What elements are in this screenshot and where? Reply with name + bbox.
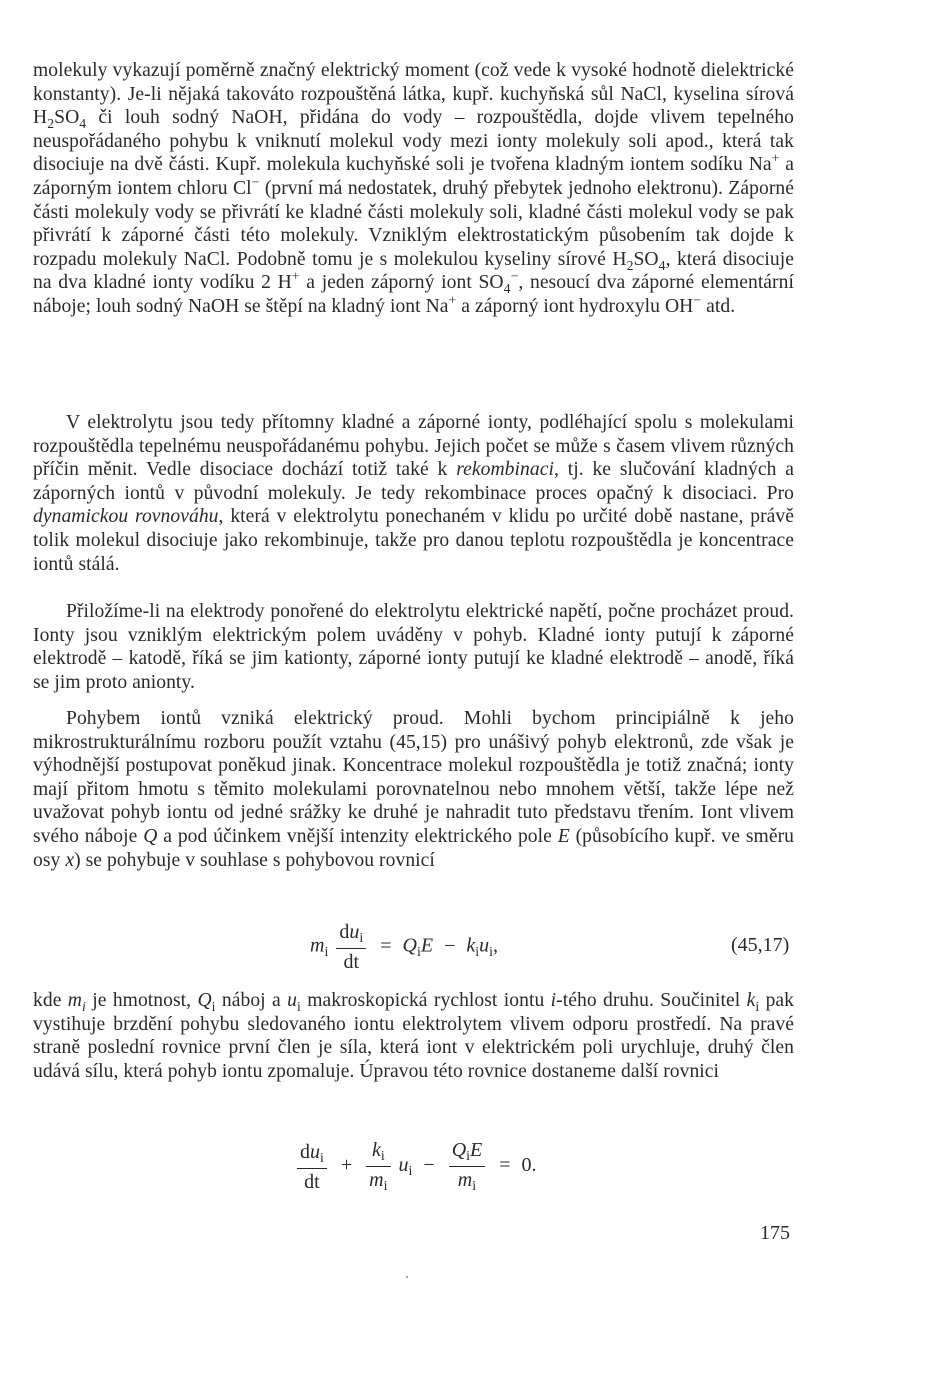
paragraph-recombination: V elektrolytu jsou tedy přítomny kladné a záporné ionty, podléhající spolu s molekulami rozpouštědla tepelnému neuspořádanému pohybu. Jejich počet se může s časem vlivem různých příčin měnit. Vedle disociace dochází totiž také k rekombinaci, tj. ke slučování kladných a záporných iontů v původní molekuly. Je tedy rekombinace proces opačný k disociaci. Pro dynamickou rovnováhu, která v elektrolytu ponechaném v klidu po určité době nastane, právě tolik molekul disociuje jako rekombinuje, takže pro danou teplotu rozpouštědla je koncentrace iontů stálá. <box>33 412 794 575</box>
paragraph-electrodes: Přiložíme-li na elektrody ponořené do elektrolytu elektrické napětí, počne procházet proud. Ionty jsou vzniklým elektrickým polem uváděny v pohyb. Kladné ionty putují k záporné elektrodě – katodě, říká se jim kationty, záporné ionty putují ke kladné elektrodě – anodě, říká se jim proto anionty. <box>33 601 794 693</box>
fraction-du-dt: $\frac{du_i}{dt}$ <box>336 920 366 974</box>
equation-number: (45,17) <box>731 934 790 956</box>
equation-derived: $\frac{du_i}{dt}$ + $\frac{k_i}{m_i}$ $u_i$ − $\frac{Q_iE}{m_i}$ = 0. <box>294 1138 537 1195</box>
paragraph-ion-motion: Pohybem iontů vzniká elektrický proud. Mohli bychom principiálně k jeho mikrostrukturálnímu rozboru použít vztahu (45,15) pro unášivý pohyb elektronů, zde však je výhodnější postupovat poněkud jinak. Koncentrace molekul rozpouštědla je totiž značná; ionty mají přitom hmotu s těmito molekulami porovnatelnou nebo mnohem větší, takže lépe než uvažovat pohyb iontu od jedné srážky ke druhé je nahradit tuto představu třením. Iont vlivem svého náboje Q a pod účinkem vnější intenzity elektrického pole E (působícího kupř. ve směru osy x) se pohybuje v souhlase s pohybovou rovnicí <box>33 708 795 871</box>
print-speck <box>406 1276 408 1278</box>
page-number: 175 <box>760 1222 790 1244</box>
paragraph-equation-explanation: kde $m_i$ je hmotnost, $Q_i$ náboj a $u_i$ makroskopická rychlost iontu i-tého druhu. Součinitel $k_i$ pak vystihuje brzdění pohybu sledovaného iontu elektrolytem vlivem odporu prostředí. Na pravé straně poslední rovnice první člen je síla, která iont v elektrickém poli urychluje, druhý člen udává sílu, která pohyb iontu zpomaluje. Úpravou této rovnice dostaneme další rovnici <box>33 990 795 1082</box>
fraction-du-dt: $\frac{du_i}{dt}$ <box>297 1140 327 1194</box>
fraction-qe-m: $\frac{Q_iE}{m_i}$ <box>449 1138 486 1195</box>
equation-45-17: $m_i$ $\frac{du_i}{dt}$ = $Q_iE - k_iu_i$, <box>310 921 499 973</box>
fraction-k-m: $\frac{k_i}{m_i}$ <box>366 1138 390 1195</box>
paragraph-dissociation: molekuly vykazují poměrně značný elektrický moment (což vede k vysoké hodnotě dielektrické konstanty). Je-li nějaká takováto rozpouštěná látka, kupř. kuchyňská sůl NaCl, kyselina sírová $H_2SO_4$ či louh sodný NaOH, přidána do vody – rozpouštědla, dojde vlivem tepelného neuspořádaného pohybu k vniknutí molekul vody mezi ionty molekuly soli apod., která tak disociuje na dvě části. Kupř. molekula kuchyňské soli je tvořena kladným iontem sodíku Na+ a záporným iontem chloru Cl− (první má nedostatek, druhý přebytek jednoho elektronu). Záporné části molekuly vody se přivrátí ke kladné části molekuly soli, kladné části molekul vody se pak přivrátí k záporné části této molekuly. Vzniklým elektrostatickým působením tak dojde k rozpadu molekuly NaCl. Podobně tomu je s molekulou kyseliny sírové $H_2SO_4$, která disociuje na dva kladné ionty vodíku 2 H+ a jeden záporný iont $SO_4^-$, nesoucí dva záporné elementární náboje; louh sodný NaOH se štěpí na kladný iont Na+ a záporný iont hydroxylu OH− atd. <box>33 60 795 317</box>
